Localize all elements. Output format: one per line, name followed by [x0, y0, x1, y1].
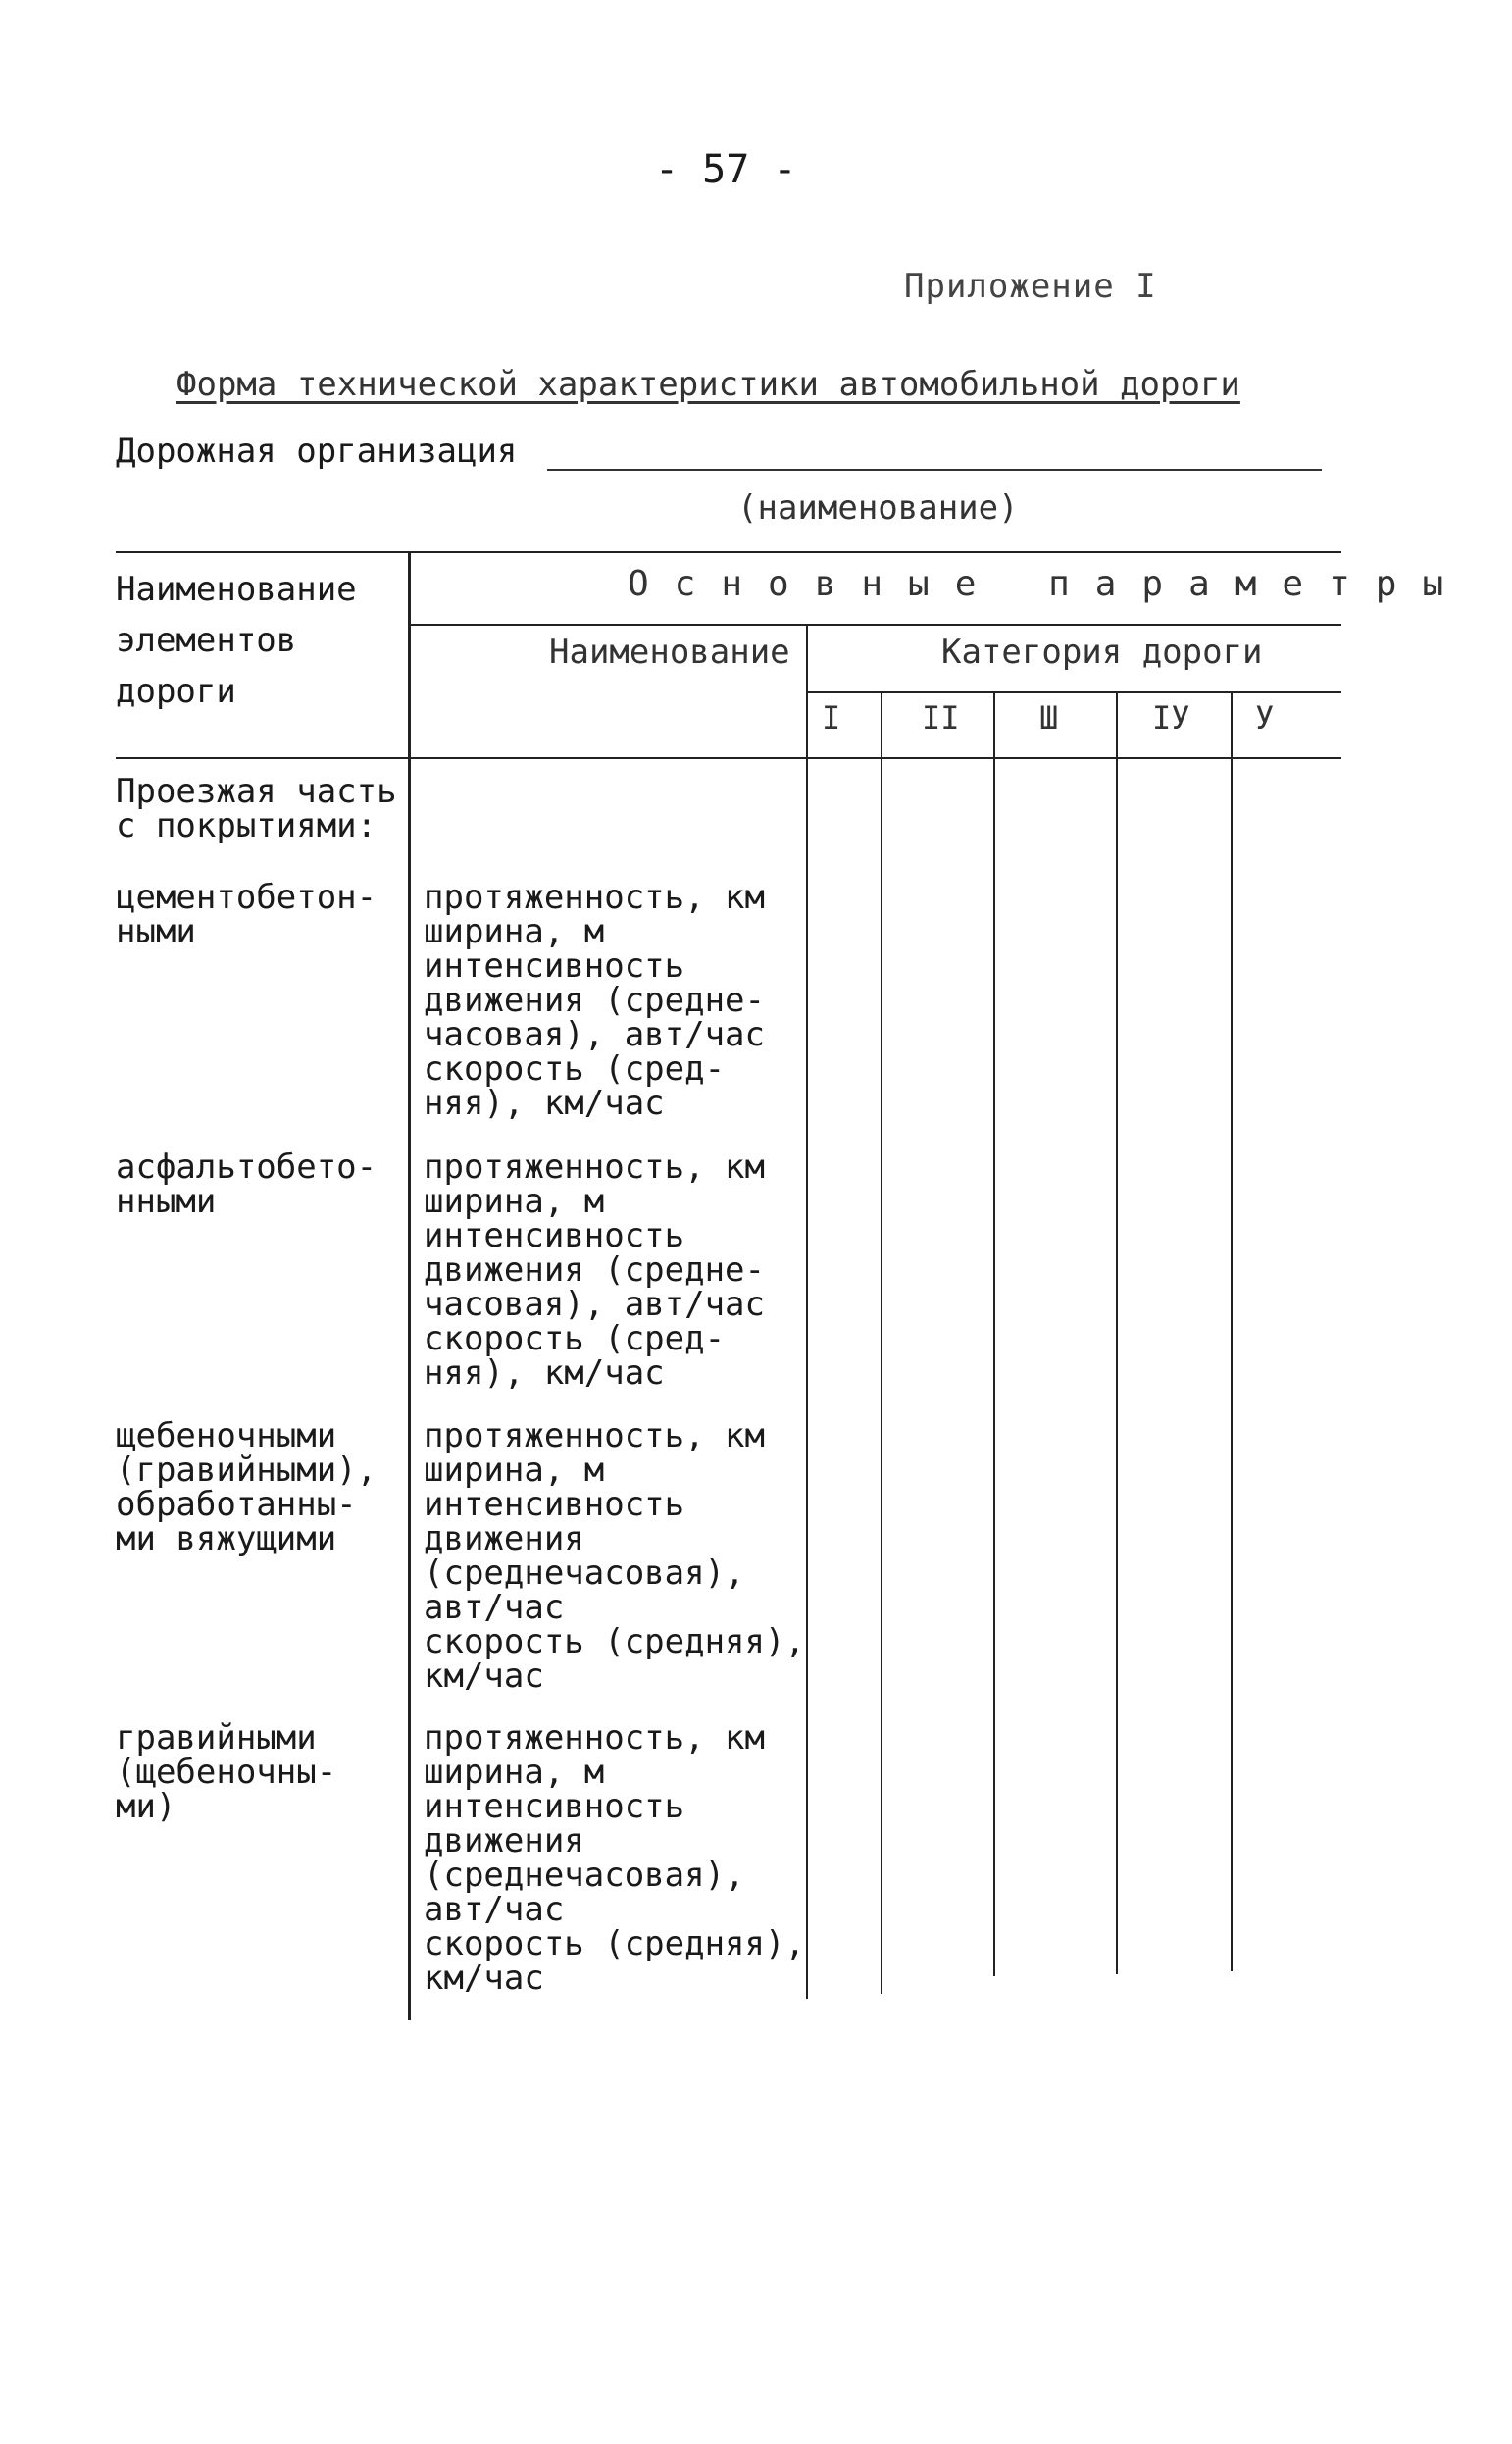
category-1: I — [822, 699, 841, 737]
header-bottom-rule — [116, 757, 1341, 759]
row-params: протяженность, км ширина, м интенсивность движения (средне- часовая), авт/час скорость (сред- няя), км/час — [424, 878, 765, 1123]
col-divider-cat-2 — [993, 691, 995, 1976]
col-divider-cat-1 — [881, 691, 882, 1994]
org-fill-line — [547, 469, 1322, 471]
col-divider-name — [806, 624, 808, 1999]
org-hint: (наименование) — [737, 488, 1019, 528]
row-element: асфальтобето- нными — [116, 1147, 378, 1221]
col-divider-cat-4 — [1231, 691, 1233, 1971]
category-4: IУ — [1152, 699, 1190, 737]
page-number: - 57 - — [655, 147, 797, 192]
form-title: Форма технической характеристики автомобильной дороги — [176, 365, 1240, 404]
row-element: гравийными (щебеночны- ми) — [116, 1718, 337, 1826]
category-2: II — [922, 699, 960, 737]
row-params: протяженность, км ширина, м интенсивность движения (среднечасовая), авт/час скорость (средняя), км/час — [424, 1416, 805, 1696]
appendix-label: Приложение I — [904, 267, 1157, 306]
col-element-header: Наименование элементов дороги — [116, 570, 357, 711]
org-label: Дорожная организация — [116, 432, 518, 471]
name-subheader: Наименование — [549, 633, 790, 672]
category-subheader: Категория дороги — [941, 633, 1263, 672]
category-5: У — [1255, 699, 1275, 737]
row-params: протяженность, км ширина, м интенсивность движения (среднечасовая), авт/час скорость (средняя), км/час — [424, 1718, 805, 1998]
row-params: протяженность, км ширина, м интенсивность движения (средне- часовая), авт/час скорость (сред- няя), км/час — [424, 1147, 765, 1393]
category-subheader-rule — [806, 691, 1341, 693]
col-divider-cat-3 — [1116, 691, 1118, 1974]
row-element: цементобетон- ными — [116, 878, 378, 951]
row-element: щебеночными (гравийными), обработанны- ми вяжущими — [116, 1416, 378, 1558]
params-subheader-rule — [410, 624, 1341, 626]
category-3: Ш — [1039, 699, 1059, 737]
params-header: Основные параметры — [628, 564, 1470, 604]
section-label: Проезжая часть с покрытиями: — [116, 772, 397, 845]
col-divider-element — [408, 551, 411, 2020]
table-top-rule — [116, 551, 1341, 553]
